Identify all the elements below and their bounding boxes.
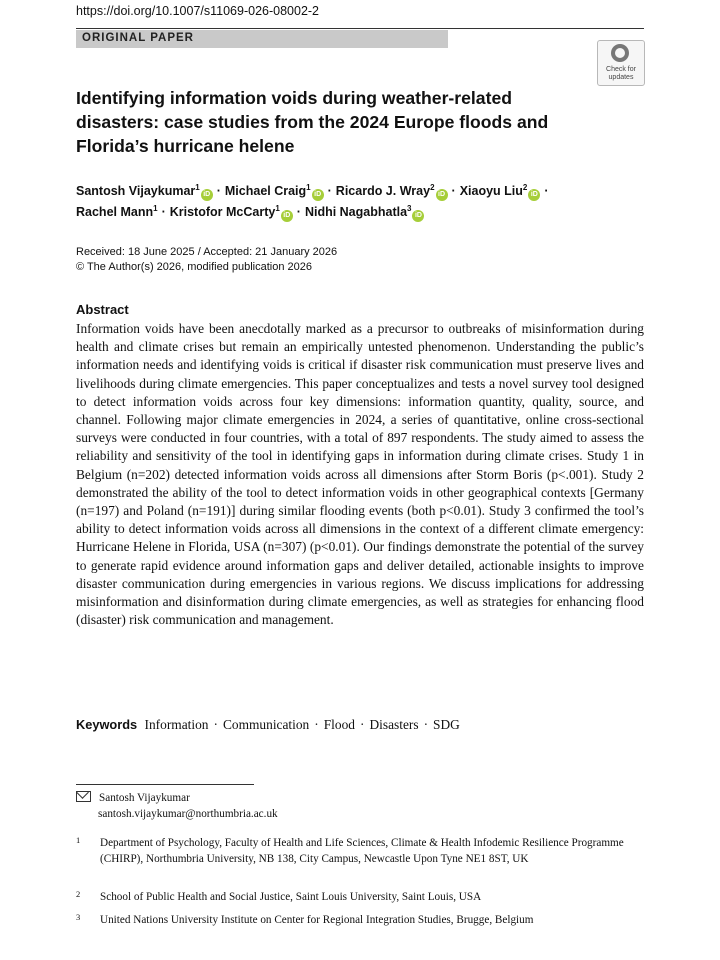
badge-line1: Check for: [606, 66, 636, 73]
author-separator: ·: [327, 184, 332, 198]
author-separator: ·: [161, 205, 166, 219]
orcid-icon[interactable]: iD: [312, 189, 324, 201]
author-separator: ·: [296, 205, 301, 219]
keywords-line: [76, 717, 644, 733]
footnote-rule: [76, 784, 254, 785]
author-affiliation: 3: [407, 203, 412, 213]
orcid-icon[interactable]: iD: [281, 210, 293, 222]
affiliation-2: [76, 890, 636, 906]
keyword-separator: ·: [314, 717, 319, 732]
affiliation-1: [76, 836, 636, 867]
received-accepted: Received: 18 June 2025 / Accepted: 21 January 2026: [76, 246, 338, 258]
author-separator: ·: [451, 184, 456, 198]
author-name: Santosh Vijaykumar: [76, 184, 196, 198]
orcid-icon[interactable]: iD: [528, 189, 540, 201]
affiliation-text: United Nations University Institute on Center for Regional Integration Studies, Brugge, Belgium: [100, 914, 534, 926]
author[interactable]: [170, 205, 293, 219]
check-for-updates-badge[interactable]: [597, 40, 645, 86]
author-affiliation: 1: [195, 182, 200, 192]
title-line-2: disasters: case studies from the 2024 Europe floods and: [76, 112, 549, 132]
author-name: Rachel Mann: [76, 205, 154, 219]
check-for-updates-icon: [611, 44, 629, 62]
keyword: Communication: [222, 717, 310, 732]
doi-link[interactable]: https://doi.org/10.1007/s11069-026-08002-2: [76, 4, 320, 18]
author[interactable]: [76, 205, 158, 219]
author-affiliation: 1: [306, 182, 311, 192]
corresponding-author: Santosh Vijaykumar: [99, 792, 190, 804]
badge-text: [598, 66, 644, 82]
section-label: ORIGINAL PAPER: [82, 32, 194, 44]
keyword: SDG: [433, 717, 460, 732]
author-name: Kristofor McCarty: [169, 205, 276, 219]
keyword-separator: ·: [423, 717, 429, 732]
keyword-list: [145, 717, 460, 732]
author-affiliation: 1: [275, 203, 280, 213]
abstract-text: Information voids have been anecdotally marked as a precursor to outbreaks of misinformation during health and climate crises but remain an empirically untested phenomenon. Understanding the public’s information needs and identifying voids is critical if disaster risk communication must preserve lives and livelihoods during climate emergencies. This paper conceptualizes and tests a novel survey tool designed to detect information voids across four key dimensions: information quantity, quality, source, and channel. Following major climate emergencies in 2024, a series of quantitative, online cross-sectional surveys were conducted in four countries, with a total of 897 respondents. The study aimed to assess the reliability and sensitivity of the tool in identifying gaps in information during climate crises. Study 1 in Belgium (n=202) detected information voids across all dimensions after Storm Boris (p<.001). Study 2 demonstrated the ability of the tool to detect information voids in other geographical contexts [Germany (n=197) and Poland (n=191)] during similar flooding events (both p<0.01). Study 3 confirmed the tool’s ability to detect information voids across all dimensions in the context of a different climate emergency: Hurricane Helene in Florida, USA (n=307) (p<0.01). Our findings demonstrate the potential of the survey to generate rapid evidence around information gaps and deliver detailed, actionable insights to improve disaster communication during emergencies in various regions. We discuss implications for addressing misinformation and disinformation during climate emergencies, as well as strategies for enhancing flood (disaster) risk communication and management.: [76, 321, 644, 628]
publication-dates: [76, 245, 337, 275]
orcid-icon[interactable]: iD: [436, 189, 448, 201]
orcid-icon[interactable]: iD: [412, 210, 424, 222]
orcid-icon[interactable]: iD: [201, 189, 213, 201]
author-name: Ricardo J. Wray: [335, 184, 431, 198]
section-banner: [76, 30, 448, 48]
affiliation-3: [76, 913, 636, 929]
author[interactable]: [305, 205, 425, 219]
author-affiliation: 2: [522, 182, 528, 192]
affiliation-number: 3: [76, 912, 81, 922]
author-separator: ·: [544, 184, 549, 198]
title-line-3: Florida’s hurricane helene: [76, 136, 295, 156]
paper-title: [76, 86, 596, 158]
affiliation-text: School of Public Health and Social Justice, Saint Louis University, Saint Louis, USA: [100, 891, 482, 903]
author-name: Xiaoyu Liu: [459, 184, 523, 198]
corresponding-email[interactable]: santosh.vijaykumar@northumbria.ac.uk: [98, 808, 278, 820]
keyword: Information: [144, 717, 209, 732]
author[interactable]: [336, 184, 448, 198]
correspondence: [76, 790, 278, 822]
affiliation-number: 1: [76, 835, 81, 845]
title-line-1: Identifying information voids during weather-related: [76, 88, 512, 108]
keywords-label: Keywords: [76, 717, 138, 732]
author-affiliation: 1: [153, 203, 158, 213]
author-name: Nidhi Nagabhatla: [304, 205, 408, 219]
author-separator: ·: [216, 184, 221, 198]
copyright-line: © The Author(s) 2026, modified publication 2026: [76, 261, 312, 273]
author[interactable]: [76, 184, 213, 198]
keyword: Flood: [323, 717, 355, 732]
header-rule: [76, 28, 644, 29]
affiliation-text: Department of Psychology, Faculty of Health and Life Sciences, Climate & Health Infodemic Resilience Programme (CHIRP), Northumbria University, NB 138, City Campus, Newcastle Upon Tyne NE1 8ST, UK: [100, 837, 624, 865]
author-affiliation: 2: [430, 182, 435, 192]
keyword: Disasters: [369, 717, 419, 732]
affiliation-number: 2: [76, 889, 81, 899]
badge-line2: updates: [608, 74, 634, 81]
keyword-separator: ·: [213, 717, 218, 732]
keyword-separator: ·: [360, 717, 365, 732]
envelope-icon: [76, 791, 91, 802]
author[interactable]: [460, 184, 541, 198]
author-list: [76, 181, 636, 223]
abstract-heading: Abstract: [76, 302, 129, 317]
author[interactable]: [225, 184, 324, 198]
author-name: Michael Craig: [224, 184, 307, 198]
